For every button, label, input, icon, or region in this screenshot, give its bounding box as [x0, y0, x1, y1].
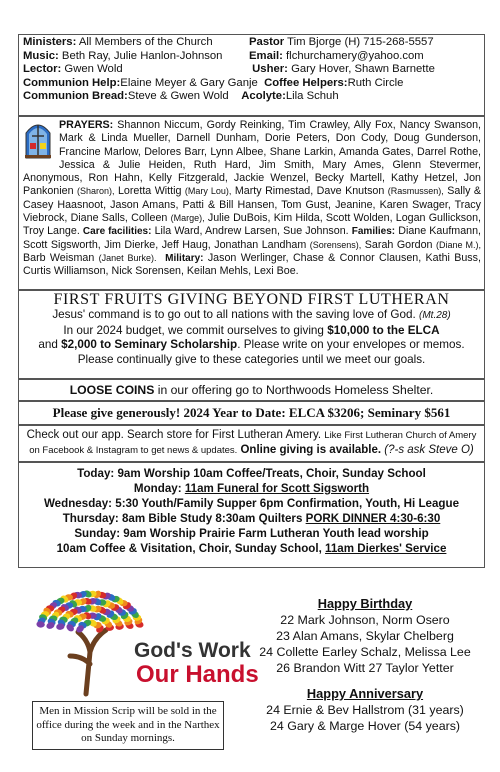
- communion-help-value: Elaine Meyer & Gary Ganje: [120, 76, 258, 89]
- dierkes-service-text: 11am Dierkes' Service: [325, 542, 447, 555]
- fruits-text: Jesus' command is to go out to all nations with the saving love of God.: [52, 308, 420, 322]
- app-line: [25, 443, 478, 458]
- email-label: Email:: [249, 49, 283, 62]
- schedule-wednesday: Wednesday: 5:30 Youth/Family Supper 6pm Confirmation, Youth, Hi League: [43, 497, 460, 510]
- prayers-note: (Sharon),: [76, 186, 115, 197]
- schedule-day: Monday:: [133, 482, 185, 495]
- music-value: Beth Ray, Julie Hanlon-Johnson: [58, 49, 223, 62]
- logo-line1: God's Work: [134, 639, 251, 662]
- lector-value: Gwen Wold: [61, 63, 123, 76]
- prayers-text: Loretta Wittig: [114, 185, 185, 198]
- social-text: on Facebook & Instagram to get news & updates.: [29, 445, 238, 456]
- ask-steve-text: (?-s ask Steve O): [381, 444, 474, 456]
- lector-row: [23, 63, 480, 77]
- communion-help-row: [23, 77, 480, 91]
- loose-coins-section: [18, 379, 485, 401]
- acolyte-label: Acolyte:: [241, 90, 286, 103]
- music-label: Music:: [23, 49, 59, 62]
- coffee-helpers-value: Ruth Circle: [347, 76, 404, 89]
- facebook-text: Like First Lutheran Church of Amery: [324, 430, 477, 441]
- schedule-section: [18, 462, 485, 568]
- fruits-line: [19, 338, 484, 352]
- prayers-label: PRAYERS:: [59, 119, 114, 131]
- prayers-text: Marty Rimestad, Dave Knutson: [231, 185, 388, 198]
- online-giving-text: Online giving is available.: [237, 444, 382, 456]
- pastor-label: Pastor: [249, 36, 285, 48]
- birthday-line: 22 Mark Johnson, Norm Osero: [280, 613, 450, 627]
- birthday-title: Happy Birthday: [317, 596, 413, 611]
- fruits-line: [19, 324, 484, 338]
- birthday-line: 24 Collette Earley Schalz, Melissa Lee: [259, 645, 471, 659]
- usher-value: Gary Hover, Shawn Barnette: [287, 63, 435, 76]
- tree-of-hands-icon: [36, 589, 144, 694]
- elca-amount: $10,000 to the ELCA: [327, 323, 440, 337]
- communion-bread-label: Communion Bread:: [23, 90, 128, 103]
- schedule-today: Today: 9am Worship 10am Coffee/Treats, Choir, Sunday School: [77, 467, 426, 480]
- anniversary-title: Happy Anniversary: [306, 686, 424, 701]
- fruits-text: and: [38, 338, 62, 352]
- ministers-section: [18, 34, 485, 116]
- birthday-section: [245, 596, 485, 676]
- schedule-monday: [19, 481, 484, 496]
- year-to-date-text: Please give generously! 2024 Year to Date: ELCA $3206; Seminary $561: [52, 405, 451, 420]
- prayers-note: (Mary Lou),: [184, 186, 232, 197]
- seminary-amount: $2,000 to Seminary Scholarship: [61, 338, 238, 352]
- fruits-line: Please continually give to these categories until we meet our goals.: [77, 352, 426, 366]
- scrip-text: Men in Mission Scrip will be sold in the office during the week and in the Narthex on Sunday mornings.: [36, 705, 220, 744]
- app-text: Check out our app. Search store for First Lutheran Amery.: [26, 429, 325, 441]
- stained-glass-window-icon: [23, 119, 53, 159]
- prayers-section: [18, 116, 485, 290]
- pastor-value: Tim Bjorge (H) 715-268-5557: [284, 36, 434, 48]
- pork-dinner-text: PORK DINNER 4:30-6:30: [305, 512, 441, 525]
- schedule-text: 10am Coffee & Visitation, Choir, Sunday School,: [56, 542, 326, 555]
- care-facilities-value: Lila Ward, Andrew Larsen, Sue Johnson.: [151, 225, 352, 238]
- communion-bread-row: [23, 90, 480, 104]
- military-label: Military:: [165, 252, 204, 264]
- usher-label: Usher:: [252, 63, 288, 76]
- first-fruits-title: FIRST FRUITS GIVING BEYOND FIRST LUTHERAN: [53, 291, 450, 308]
- ministers-label: Ministers:: [23, 36, 77, 48]
- app-section: [18, 425, 485, 462]
- families-value: Barb Weisman: [23, 251, 99, 264]
- communion-help-label: Communion Help:: [23, 76, 121, 89]
- anniversary-section: [245, 686, 485, 734]
- ministers-value: All Members of the Church: [76, 36, 213, 48]
- families-note: (Sorensens),: [309, 239, 362, 250]
- give-generously-section: [18, 401, 485, 425]
- fruits-text: In our 2024 budget, we commit ourselves to giving: [63, 323, 328, 337]
- families-note: (Diane M.),: [435, 239, 482, 250]
- coffee-helpers-label: Coffee Helpers:: [264, 76, 348, 89]
- email-link[interactable]: flchurchamery@yahoo.com: [282, 49, 424, 62]
- loose-coins-label: LOOSE COINS: [69, 383, 155, 397]
- fruits-text: . Please write on your envelopes or memos.: [237, 338, 465, 352]
- communion-bread-value: Steve & Gwen Wold: [127, 90, 229, 103]
- schedule-thursday: [19, 511, 484, 526]
- app-line: [25, 428, 478, 443]
- scripture-reference: (Mt.28): [419, 310, 451, 322]
- anniversary-line: 24 Gary & Marge Hover (54 years): [269, 719, 461, 733]
- gods-work-our-hands-logo: [26, 582, 259, 697]
- ministers-row: [23, 36, 480, 50]
- funeral-text: 11am Funeral for Scott Sigsworth: [184, 482, 370, 495]
- acolyte-value: Lila Schuh: [285, 90, 339, 103]
- families-label: Families:: [351, 226, 396, 238]
- birthday-line: 26 Brandon Witt 27 Taylor Yetter: [276, 661, 454, 675]
- anniversary-line: 24 Ernie & Bev Hallstrom (31 years): [266, 703, 464, 717]
- families-note: (Janet Burke).: [98, 252, 157, 263]
- prayers-text: Shannon Niccum, Gordy Reinking, Tim Crawley, Ally Fox, Nancy Swanson, Mark & Linda Mueller, Darnell Dunham, Dorie Peters, Don Cody, Doug Gunderson, Francine Marlow, Delores Barr, Lynn Albee, Shane Larkin, Amanda Gates, Darrel Rothe, Jessica & Julie Heiden, Ruth Hard, Jim Smith, Mary Ames, Glenn Stevermer, Anonymous, Ron Hahn, Kelly Fitzgerald, Jackie Wenzel, Becky Martell, Kathy Hetzel, Jon Pankonien: [23, 119, 481, 198]
- prayers-note: (Rasmussen),: [387, 186, 444, 197]
- schedule-day: Thursday: 8am Bible Study 8:30am Quilters: [62, 512, 306, 525]
- music-row: [23, 50, 480, 64]
- care-facilities-label: Care facilities:: [82, 226, 152, 238]
- loose-coins-text: in our offering go to Northwoods Homeless Shelter.: [154, 383, 434, 397]
- prayers-text: Sally & Casey Haasnoot, Jason Amans, Patti & Bill Hansen, Tom Gust, Jeanine, Karen Swager, Tracy Viebrock, Diane Salls, Colleen: [23, 185, 482, 225]
- scrip-notice: [32, 701, 224, 750]
- families-value: Sarah Gordon: [361, 238, 436, 251]
- fruits-line: [19, 308, 484, 323]
- lector-label: Lector:: [23, 63, 62, 76]
- military-value: Jason Werlinger, Chase & Connor Clausen, Kathi Buss, Curtis Williamson, Nick Sorensen, Keilan Mehls, Lexi Boe.: [23, 251, 481, 278]
- birthday-line: 23 Alan Amans, Skylar Chelberg: [276, 629, 454, 643]
- prayers-note: (Marge),: [170, 213, 205, 224]
- schedule-sunday: Sunday: 9am Worship Prairie Farm Lutheran Youth lead worship: [74, 527, 429, 540]
- prayers-text: Julie DuBois, Kim Hilda, Scott Wolden, Logan Gullickson, Troy Lange.: [23, 212, 481, 238]
- first-fruits-section: [18, 290, 485, 379]
- schedule-coffee: [19, 541, 484, 556]
- families-value: Diane Kaufmann, Scott Sigsworth, Jim Dierke, Jeff Haug, Jonathan Landham: [23, 225, 481, 251]
- logo-line2: Our Hands: [136, 661, 259, 688]
